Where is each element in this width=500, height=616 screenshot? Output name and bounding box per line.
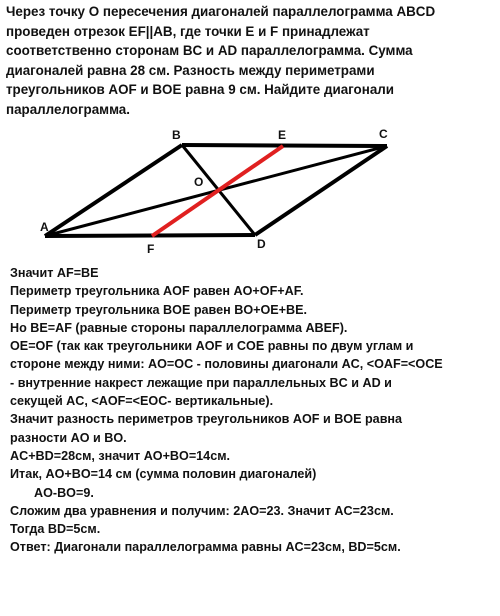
solution-line: Значит разность периметров треугольников AOF и BOE равна [10,412,403,427]
side-bc [182,145,387,146]
solution-line: Значит AF=BE [10,266,99,280]
solution-line: AO-BO=9. [34,485,94,500]
solution-line: Итак, AO+BO=14 см (сумма половин диагоналей) [10,467,317,482]
problem-line: диагоналей равна 28 см. Разность между периметрами [6,62,375,78]
parallelogram-figure [0,118,500,268]
problem-line: Через точку О пересечения диагоналей параллелограмма ABCD [6,4,436,19]
problem-line: проведен отрезок EF||AB, где точки E и F принадлежат [6,23,370,39]
solution-line: Периметр треугольника AOF равен AO+OF+AF. [10,284,304,299]
side-ab [45,145,182,236]
solution-line: Тогда BD=5см. [10,522,101,537]
point-label-f: F [147,242,155,256]
solution-text [10,264,498,557]
parallelogram-diagram [0,118,500,268]
solution-line: разности AO и BO. [10,430,127,445]
problem-statement [6,2,496,120]
point-label-a: A [40,220,49,234]
solution-line: секущей AC, <AOF=<EOC- вертикальные). [10,394,274,409]
solution-answer: Ответ: Диагонали параллелограмма равны AC=23см, BD=5см. [10,540,401,555]
side-da [45,235,255,236]
point-label-o: O [194,175,204,189]
point-label-e: E [278,128,287,142]
solution-line: Сложим два уравнения и получим: 2AO=23. Значит AC=23см. [10,503,394,518]
solution-line: - внутренние накрест лежащие при параллельных BC и AD и [10,375,392,390]
segment-ef [152,146,283,236]
point-label-d: D [257,237,266,251]
solution-line: AC+BD=28см, значит AO+BO=14см. [10,448,231,463]
side-cd [255,146,387,235]
point-label-b: B [172,128,181,142]
solution-line: Но BE=AF (равные стороны параллелограмма ABEF). [10,320,348,335]
point-label-c: C [379,127,388,141]
solution-line: стороне между ними: AO=OC - половины диагонали AC, <OAF=<OCE [10,357,443,372]
problem-line: треугольников AOF и BOE равна 9 см. Найдите диагонали [6,82,395,98]
problem-line: соответственно сторонам BC и AD параллелограмма. Сумма [6,43,413,59]
solution-line: Периметр треугольника BOE равен BO+OE+BE. [10,302,308,317]
problem-line: параллелограмма. [6,101,130,117]
solution-line: OE=OF (так как треугольники AOF и COE равны по двум углам и [10,339,414,354]
